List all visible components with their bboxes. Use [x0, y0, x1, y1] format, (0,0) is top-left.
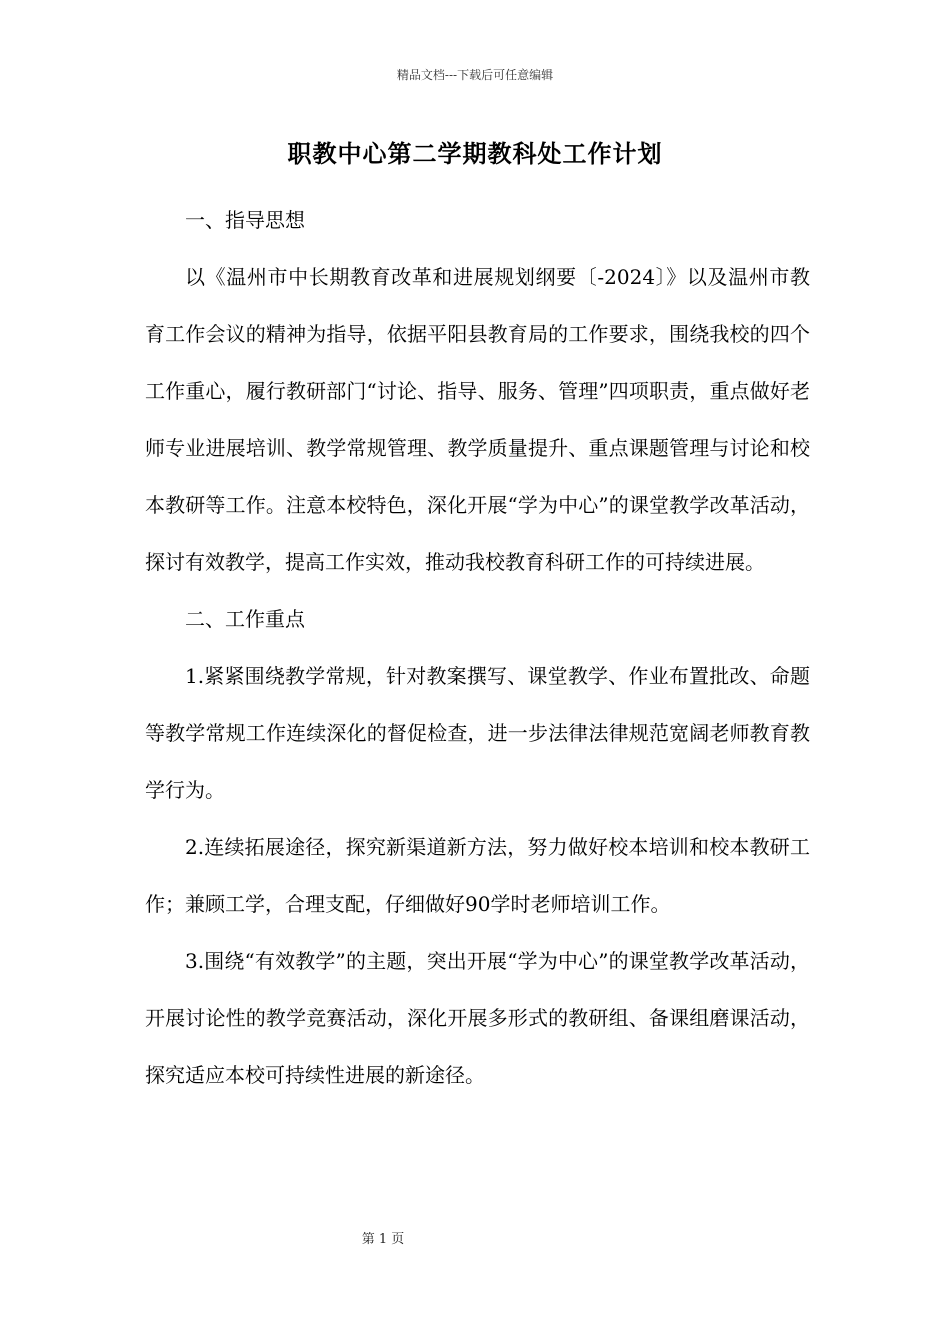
section-heading-work-focus: 二、工作重点: [185, 607, 305, 631]
page-header: 精品文档---下载后可任意编辑: [396, 68, 554, 82]
section-heading-guiding-thought: 一、指导思想: [185, 208, 305, 232]
paragraph-guiding-thought: 以《温州市中长期教育改革和进展规划纲要〔-2024〕》以及温州市教育工作会议的精神为指导，依据平阳县教育局的工作要求，围绕我校的四个工作重心，履行教研部门“讨论、指导、服务、管理”四项职责，重点做好老师专业进展培训、教学常规管理、教学质量提升、重点课题管理与讨论和校本教研等工作。注意本校特色，深化开展“学为中心”的课堂教学改革活动，探讨有效教学，提高工作实效，推动我校教育科研工作的可持续进展。: [145, 265, 810, 574]
document-title: 职教中心第二学期教科处工作计划: [287, 139, 663, 168]
page-number: 第 1 页: [361, 1232, 405, 1247]
paragraph-item-2: 2.连续拓展途径，探究新渠道新方法，努力做好校本培训和校本教研工作；兼顾工学，合理支配，仔细做好90学时老师培训工作。: [145, 835, 810, 916]
paragraph-item-1: 1.紧紧围绕教学常规，针对教案撰写、课堂教学、作业布置批改、命题等教学常规工作连续深化的督促检查，进一步法律法律规范宽阔老师教育教学行为。: [145, 664, 810, 802]
document-body: [145, 192, 810, 1104]
paragraph-item-3: 3.围绕“有效教学”的主题，突出开展“学为中心”的课堂教学改革活动，开展讨论性的教学竞赛活动，深化开展多形式的教研组、备课组磨课活动，探究适应本校可持续性进展的新途径。: [145, 949, 810, 1087]
